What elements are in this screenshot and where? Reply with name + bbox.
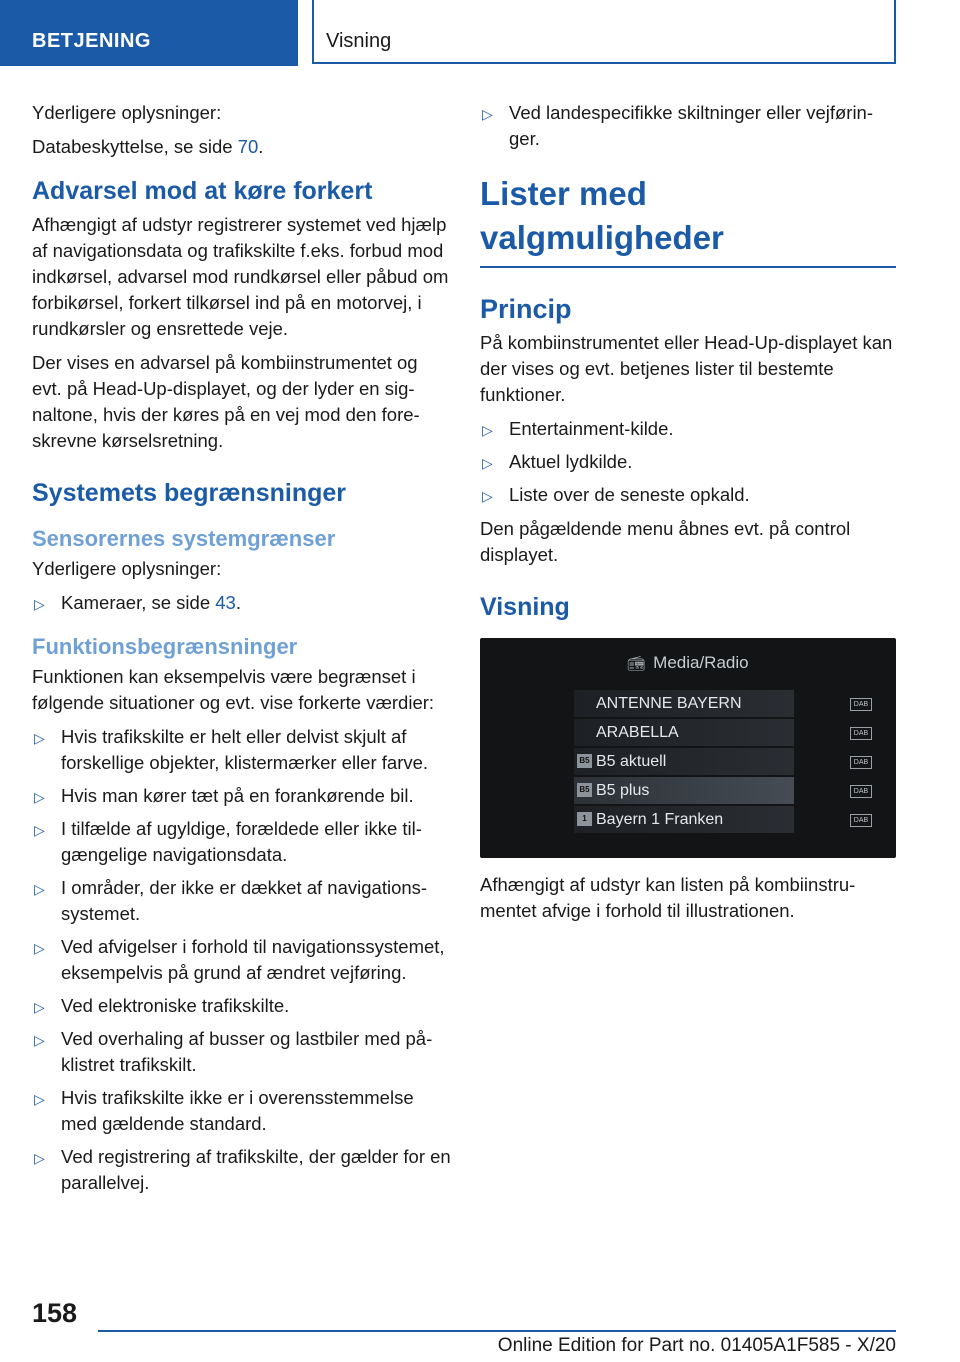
more-info-label: Yderligere oplysninger:: [32, 102, 222, 123]
triangle-bullet-icon: ▷: [34, 596, 45, 612]
principle-text: På kombiinstrumentet eller Head-Up-displayet kan der vises og evt. betjenes lister til bestemte funktioner.: [480, 332, 893, 405]
sensor-more-info-label: Yderligere oplysninger:: [32, 558, 222, 579]
dab-icon: DAB: [850, 698, 872, 711]
chapter-title: Visning: [312, 0, 896, 64]
triangle-bullet-icon: ▷: [482, 106, 493, 122]
station-logo-icon: 1: [577, 812, 592, 826]
dab-icon: DAB: [850, 756, 872, 769]
top-list: [480, 100, 896, 152]
data-protection-suffix: .: [258, 136, 264, 157]
heading-wrong-way: Advarsel mod at køre forkert: [32, 177, 373, 205]
list-item-text: Ved afvigelser i forhold til navigationssystemet, eksempelvis på grund af ændret vejføring.: [61, 936, 445, 983]
dab-icon: DAB: [850, 785, 872, 798]
right-column: [480, 100, 896, 932]
station-logo-icon: B5: [577, 754, 592, 768]
triangle-bullet-icon: ▷: [482, 455, 493, 471]
list-item: [32, 783, 452, 809]
heading-function-limits: Funktionsbegrænsninger: [32, 634, 298, 659]
station-list: [574, 690, 869, 835]
list-item-text: Entertainment-kilde.: [509, 418, 674, 439]
station-row: [574, 748, 869, 775]
heading-option-lists: Lister med valgmuligheder: [480, 172, 896, 268]
sensor-list: [32, 590, 452, 616]
list-item-text: I tilfælde af ugyldige, forældede eller ikke tilgængelige navigationsdata.: [61, 818, 422, 865]
list-item-text: Ved registrering af trafikskilte, der gælder for en parallelvej.: [61, 1146, 451, 1193]
triangle-bullet-icon: ▷: [34, 999, 45, 1015]
list-item-text: Aktuel lydkilde.: [509, 451, 633, 472]
station-row: [574, 719, 869, 746]
triangle-bullet-icon: ▷: [34, 730, 45, 746]
data-protection-text: Databeskyttelse, se side: [32, 136, 238, 157]
list-item-text: Ved overhaling af busser og lastbiler med påklistret trafikskilt.: [61, 1028, 433, 1075]
list-item: [32, 724, 452, 776]
heading-principle: Princip: [480, 294, 572, 324]
screen-title: [480, 650, 896, 676]
station-name: ARABELLA: [596, 724, 679, 741]
triangle-bullet-icon: ▷: [34, 940, 45, 956]
function-limits-list: [32, 724, 452, 1196]
list-item: [32, 1085, 452, 1137]
station-row: [574, 806, 869, 833]
dab-icon: DAB: [850, 727, 872, 740]
station-logo-icon: B5: [577, 783, 592, 797]
station-row: [574, 690, 869, 717]
section-tab: BETJENING: [0, 0, 298, 66]
screen-title-text: Media/Radio: [653, 653, 749, 672]
footer-edition: Online Edition for Part no. 01405A1F585 - X/20: [497, 1335, 896, 1356]
left-column: [32, 100, 452, 1204]
list-item: [32, 1144, 452, 1196]
page-number: 158: [32, 1298, 78, 1328]
station-row-selected: [574, 777, 869, 804]
triangle-bullet-icon: ▷: [34, 881, 45, 897]
camera-item-text: Kameraer, se side: [61, 592, 216, 613]
list-item: [480, 416, 896, 442]
list-item: [32, 993, 452, 1019]
heading-system-limits: Systemets begrænsninger: [32, 479, 346, 507]
list-item-text: I områder, der ikke er dækket af navigationssystemet.: [61, 877, 428, 924]
page-header: [0, 0, 960, 66]
list-item-text: Hvis trafikskilte er helt eller delvist skjult af forskellige objekter, klistermærker eller farve.: [61, 726, 429, 773]
list-item: [32, 590, 452, 616]
media-radio-screenshot: [480, 638, 896, 858]
list-item: [32, 816, 452, 868]
data-protection-ref: [32, 134, 452, 160]
heading-view: Visning: [480, 593, 570, 621]
wrong-way-paragraph-2: Der vises en advarsel på kombiinstrumentet og evt. på Head-Up-displayet, og der lyder en signaltone, hvis der køres på en vej mod den foreskrevne kørselsretning.: [32, 352, 420, 451]
list-item-text: Ved landespecifikke skiltninger eller vejføringer.: [509, 102, 874, 149]
page-link-43[interactable]: 43: [215, 592, 236, 613]
list-item-text: Liste over de seneste opkald.: [509, 484, 750, 505]
station-name: B5 aktuell: [596, 753, 667, 770]
triangle-bullet-icon: ▷: [34, 1032, 45, 1048]
station-name: B5 plus: [596, 782, 650, 799]
list-item: [32, 1026, 452, 1078]
station-name: Bayern 1 Franken: [596, 811, 724, 828]
list-item: [480, 482, 896, 508]
triangle-bullet-icon: ▷: [34, 822, 45, 838]
list-item-text: Hvis man kører tæt på en forankørende bil.: [61, 785, 414, 806]
page-link-70[interactable]: 70: [237, 136, 259, 157]
triangle-bullet-icon: ▷: [482, 422, 493, 438]
menu-text: Den pågældende menu åbnes evt. på control displayet.: [480, 518, 851, 565]
view-caption: Afhængigt af udstyr kan listen på kombiinstrumentet afvige i forhold til illustrationen.: [480, 874, 856, 921]
principle-list: [480, 416, 896, 508]
list-item: [480, 100, 896, 152]
heading-sensor-limits: Sensorernes systemgrænser: [32, 526, 336, 551]
list-item: [32, 934, 452, 986]
wrong-way-paragraph-1: Afhængigt af udstyr registrerer systemet ved hjælp af navigationsdata og trafikskilte f.eks. forbud mod indkørsel, advarsel mod rundkørsel eller påbud om forbikørsel, forkert tilkørsel ind på en motorvej, i rundkørsler og ensrettede veje.: [32, 214, 449, 339]
list-item-text: Hvis trafikskilte ikke er i overensstemmelse med gældende standard.: [61, 1087, 414, 1134]
function-intro: Funktionen kan eksempelvis være begrænset i følgende situationer og evt. vise forkerte værdier:: [32, 666, 435, 713]
radio-icon: 📻︎: [627, 655, 646, 671]
camera-item-suffix: .: [235, 592, 241, 613]
triangle-bullet-icon: ▷: [34, 1150, 45, 1166]
triangle-bullet-icon: ▷: [34, 789, 45, 805]
station-name: ANTENNE BAYERN: [596, 695, 742, 712]
dab-icon: DAB: [850, 814, 872, 827]
list-item: [32, 875, 452, 927]
triangle-bullet-icon: ▷: [34, 1091, 45, 1107]
triangle-bullet-icon: ▷: [482, 488, 493, 504]
list-item-text: Ved elektroniske trafikskilte.: [61, 995, 290, 1016]
list-item: [480, 449, 896, 475]
